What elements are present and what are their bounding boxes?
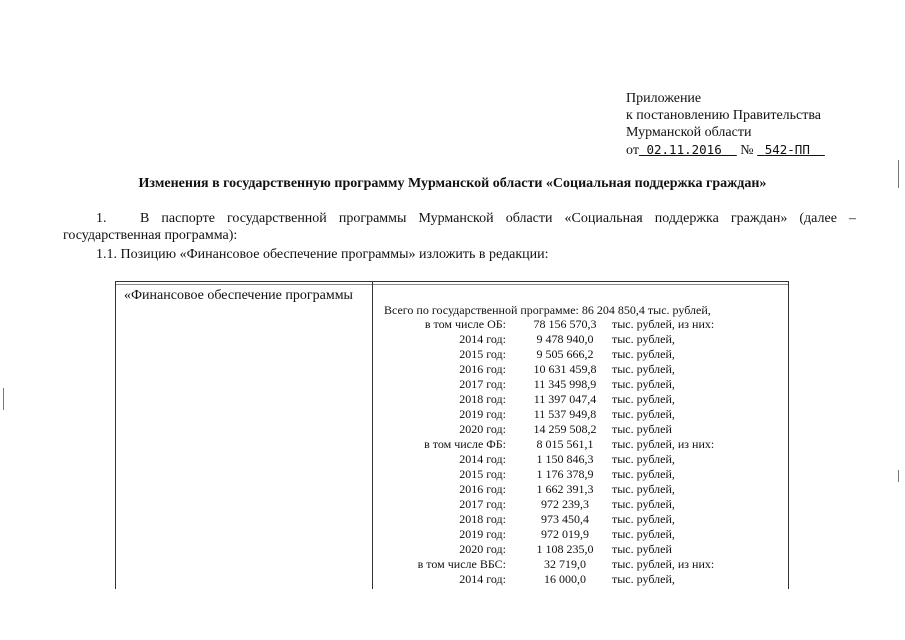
- row-label: 2019 год:: [459, 527, 506, 541]
- row-value: 9 505 666,2: [536, 347, 594, 361]
- annex-header: [626, 90, 825, 159]
- row-value: 1 176 378,9: [536, 467, 594, 481]
- row-value: 11 397 047,4: [533, 392, 597, 406]
- row-value: 10 631 459,8: [533, 362, 597, 376]
- table-row: [0, 362, 905, 377]
- table-total-line: Всего по государственной программе: 86 204 850,4 тыс. рублей,: [384, 303, 711, 317]
- row-unit: тыс. рублей,: [612, 527, 675, 541]
- row-unit: тыс. рублей: [612, 542, 672, 556]
- row-label: 2017 год:: [459, 497, 506, 511]
- row-value: 11 537 949,8: [533, 407, 597, 421]
- paragraph-1: [63, 210, 856, 244]
- row-label: в том числе ВБС:: [417, 557, 506, 571]
- paragraph-1-number: 1.: [96, 211, 107, 226]
- row-label: 2015 год:: [459, 467, 506, 481]
- row-label: 2014 год:: [459, 452, 506, 466]
- table-row: [0, 557, 905, 572]
- row-unit: тыс. рублей,: [612, 377, 675, 391]
- paragraph-1-1: 1.1. Позицию «Финансовое обеспечение программы» изложить в редакции:: [96, 247, 549, 262]
- table-row: [0, 407, 905, 422]
- annex-line-resolution: к постановлению Правительства: [626, 108, 822, 123]
- row-unit: тыс. рублей,: [612, 332, 675, 346]
- annex-number-label: №: [740, 143, 754, 158]
- row-unit: тыс. рублей,: [612, 407, 675, 421]
- paragraph-1-text: В паспорте государственной программы Мурманской области «Социальная поддержка граждан» (далее – государственная программа):: [63, 211, 856, 243]
- row-value: 32 719,0: [544, 557, 586, 571]
- row-value: 14 259 508,2: [533, 422, 597, 436]
- row-unit: тыс. рублей,: [612, 482, 675, 496]
- row-value: 11 345 998,9: [533, 377, 597, 391]
- annex-line-region: Мурманской области: [626, 125, 752, 140]
- row-label: 2017 год:: [459, 377, 506, 391]
- row-unit: тыс. рублей,: [612, 347, 675, 361]
- row-label: 2019 год:: [459, 407, 506, 421]
- row-value: 1 662 391,3: [536, 482, 594, 496]
- row-value: 973 450,4: [541, 512, 589, 526]
- document-title: Изменения в государственную программу Мурманской области «Социальная поддержка граждан»: [138, 176, 767, 191]
- row-value: 16 000,0: [544, 572, 586, 586]
- row-value: 9 478 940,0: [536, 332, 594, 346]
- table-row: [0, 527, 905, 542]
- row-unit: тыс. рублей, из них:: [612, 317, 715, 331]
- row-label: 2016 год:: [459, 362, 506, 376]
- row-value: 1 108 235,0: [536, 542, 594, 556]
- row-value: 1 150 846,3: [536, 452, 594, 466]
- scan-margin-mark: [898, 470, 899, 482]
- row-value: 972 239,3: [541, 497, 589, 511]
- row-label: 2018 год:: [459, 392, 506, 406]
- table-row: [0, 452, 905, 467]
- row-unit: тыс. рублей,: [612, 392, 675, 406]
- table-row: [0, 437, 905, 452]
- row-unit: тыс. рублей,: [612, 572, 675, 586]
- row-label: 2014 год:: [459, 332, 506, 346]
- annex-title: Приложение: [626, 91, 702, 106]
- annex-date-line: [626, 141, 825, 159]
- row-label: в том числе ФБ:: [424, 437, 506, 451]
- row-value: 8 015 561,1: [536, 437, 594, 451]
- table-row: [0, 512, 905, 527]
- row-unit: тыс. рублей,: [612, 512, 675, 526]
- row-label: в том числе ОБ:: [424, 317, 506, 331]
- financing-rows: [0, 317, 905, 587]
- table-row: [0, 422, 905, 437]
- table-row: [0, 377, 905, 392]
- row-unit: тыс. рублей,: [612, 497, 675, 511]
- scan-margin-mark: [3, 388, 4, 410]
- row-unit: тыс. рублей,: [612, 467, 675, 481]
- row-label: 2016 год:: [459, 482, 506, 496]
- row-unit: тыс. рублей,: [612, 362, 675, 376]
- scan-margin-mark: [898, 160, 899, 188]
- table-row: [0, 347, 905, 362]
- table-row: [0, 497, 905, 512]
- row-unit: тыс. рублей,: [612, 452, 675, 466]
- table-row: [0, 467, 905, 482]
- annex-from-label: от: [626, 143, 639, 158]
- row-unit: тыс. рублей, из них:: [612, 437, 715, 451]
- row-label: 2018 год:: [459, 512, 506, 526]
- row-label: 2015 год:: [459, 347, 506, 361]
- row-value: 78 156 570,3: [533, 317, 597, 331]
- table-double-line: [116, 284, 788, 285]
- annex-date: 02.11.2016: [646, 142, 722, 157]
- table-row: [0, 542, 905, 557]
- row-unit: тыс. рублей, из них:: [612, 557, 715, 571]
- row-unit: тыс. рублей: [612, 422, 672, 436]
- table-row: [0, 392, 905, 407]
- table-row-label: «Финансовое обеспечение программы: [124, 288, 353, 303]
- table-row: [0, 482, 905, 497]
- annex-number: 542-ПП: [764, 142, 810, 157]
- table-row: [0, 572, 905, 587]
- row-label: 2020 год:: [459, 542, 506, 556]
- table-row: [0, 332, 905, 347]
- row-value: 972 019,9: [541, 527, 589, 541]
- row-label: 2014 год:: [459, 572, 506, 586]
- row-label: 2020 год:: [459, 422, 506, 436]
- table-row: [0, 317, 905, 332]
